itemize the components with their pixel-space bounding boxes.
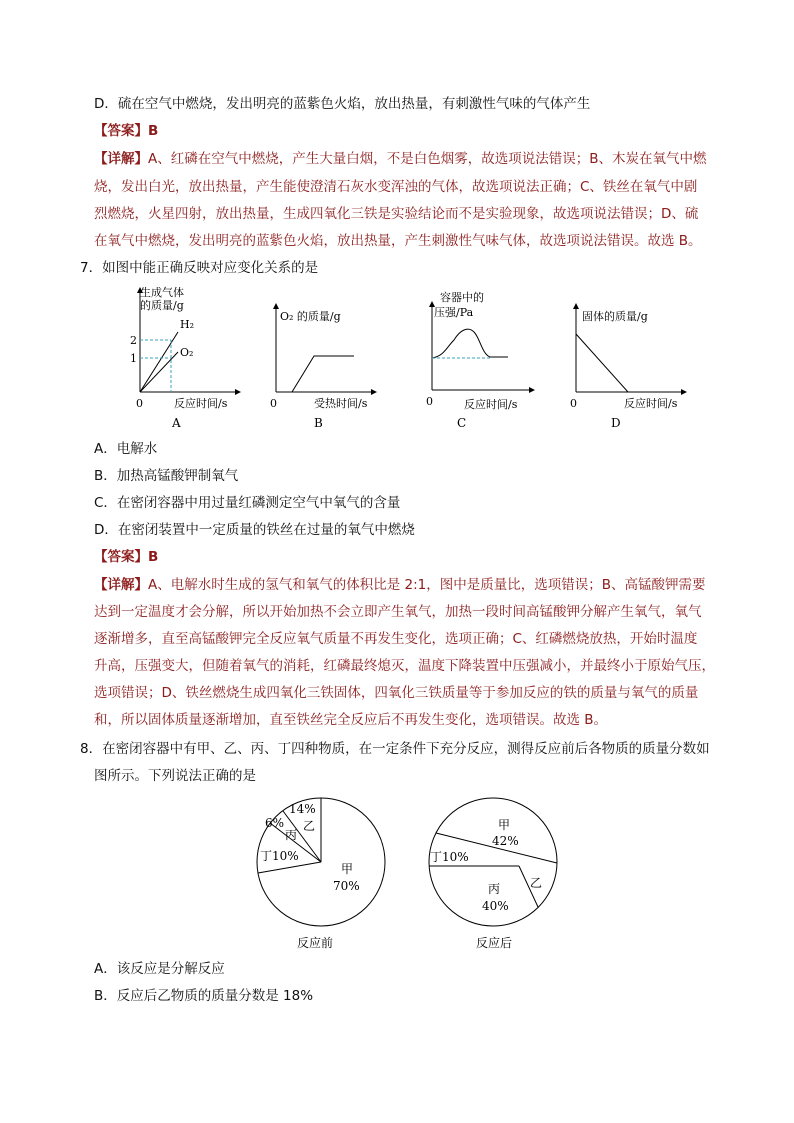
graph-d-ylabel: 固体的质量/g: [582, 310, 648, 323]
graph-d-xlabel: 反应时间/s: [624, 397, 678, 410]
q6-answer-value: B: [148, 123, 159, 139]
pie-after-bing-pct: 40%: [482, 899, 509, 913]
graph-c-origin: 0: [426, 395, 433, 408]
graph-a-svg: [120, 282, 250, 432]
graph-c-curve: [432, 329, 508, 358]
graph-b-curve: [292, 356, 354, 392]
q7-stem: 7．如图中能正确反映对应变化关系的是: [80, 260, 319, 276]
graph-a-origin: 0: [136, 397, 143, 410]
q6-detail-line-2: 烧，发出白光，放出热量，产生能使澄清石灰水变浑浊的气体，故选项说法正确；C、铁丝在氧气中剧: [94, 179, 698, 195]
q7-answer-label: 【答案】: [94, 549, 148, 565]
q7-detail-line-2: 达到一定温度才会分解，所以开始加热不会立即产生氧气，加热一段时间高锰酸钾分解产生氧气，氧气: [94, 604, 702, 620]
q6-detail-line-3: 烈燃烧，火星四射，放出热量，生成四氧化三铁是实验结论而不是实验现象，故选项说法错误；D、硫: [94, 206, 699, 222]
graph-a-ylabel-1: 生成气体: [140, 286, 184, 299]
pie-before: [245, 795, 395, 955]
graph-b-ylabel: O₂ 的质量/g: [280, 310, 341, 323]
pie-before-jia: 甲: [341, 862, 354, 876]
q6-detail-line-1: [94, 150, 707, 168]
q6-option-d: D．硫在空气中燃烧，发出明亮的蓝紫色火焰，放出热量，有刺激性气味的气体产生: [94, 96, 591, 112]
graph-a-tick-2: 2: [130, 334, 137, 347]
pie-after-yi: 乙: [530, 876, 543, 890]
q8-stem-line-1: 8．在密闭容器中有甲、乙、丙、丁四种物质，在一定条件下充分反应，测得反应前后各物质的质量分数如: [80, 741, 710, 757]
q7-detail-line-5: 选项错误；D、铁丝燃烧生成四氧化三铁固体，四氧化三铁质量等于参加反应的铁的质量与氧气的质量: [94, 685, 699, 701]
q7-answer: [94, 548, 158, 566]
graph-b-caption: B: [314, 416, 323, 430]
pie-before-svg: [245, 795, 395, 955]
graph-a-xlabel: 反应时间/s: [174, 397, 228, 410]
pie-before-caption: 反应前: [297, 936, 334, 950]
pie-after-bing: 丙: [488, 882, 501, 896]
q7-detail-text: A、电解水时生成的氢气和氧气的体积比是 2:1，图中是质量比，选项错误；B、高锰酸钾需要: [148, 577, 706, 593]
graph-a-caption: A: [172, 416, 181, 430]
q8-stem-line-2: 图所示。下列说法正确的是: [94, 768, 256, 784]
pie-before-divider-1: [258, 862, 321, 873]
q8-option-b: B．反应后乙物质的质量分数是 18%: [94, 988, 314, 1004]
pie-after-caption: 反应后: [476, 936, 513, 950]
graph-c: [420, 290, 540, 432]
graph-d-line: [576, 334, 628, 392]
graph-a: [120, 282, 250, 432]
graph-d-caption: D: [611, 416, 621, 430]
pie-after-ding: 丁10%: [430, 850, 469, 864]
q7-option-d: D．在密闭装置中一定质量的铁丝在过量的氧气中燃烧: [94, 522, 415, 538]
graph-b: [262, 300, 382, 432]
pie-after-jia: 甲: [498, 818, 511, 832]
q6-detail-line-4: 在氧气中燃烧，发出明亮的蓝紫色火焰，放出热量，产生刺激性气味气体，故选项说法错误。故选 B。: [94, 233, 702, 249]
q6-detail-text: A、红磷在空气中燃烧，产生大量白烟，不是白色烟雾，故选项说法错误；B、木炭在氧气中燃: [148, 151, 707, 167]
pie-after-jia-pct: 42%: [492, 834, 519, 848]
pie-before-jia-pct: 70%: [333, 879, 360, 893]
q6-answer-label: 【答案】: [94, 123, 148, 139]
q7-detail-line-1: [94, 576, 706, 594]
graph-a-h2-label: H₂: [180, 318, 195, 331]
graph-c-xlabel: 反应时间/s: [464, 398, 518, 411]
graph-b-svg: [262, 300, 382, 432]
graph-a-h2-line: [140, 332, 178, 392]
graph-a-o2-label: O₂: [180, 346, 194, 359]
pie-after: [418, 795, 568, 955]
pie-before-yi-pct: 14%: [289, 802, 316, 816]
q7-answer-value: B: [148, 549, 159, 565]
graph-b-origin: 0: [270, 397, 277, 410]
graph-c-svg: [420, 290, 540, 432]
q7-detail-line-6: 和，所以固体质量逐渐增加，直至铁丝完全反应后不再发生变化，选项错误。故选 B。: [94, 712, 608, 728]
pie-before-yi: 乙: [303, 819, 316, 833]
graph-d: [566, 300, 690, 432]
q7-detail-label: 【详解】: [94, 577, 148, 593]
graph-a-tick-1: 1: [130, 352, 137, 365]
q6-detail-label: 【详解】: [94, 151, 148, 167]
graph-d-origin: 0: [570, 397, 577, 410]
pie-after-svg: [418, 795, 568, 955]
q7-option-c: C．在密闭容器中用过量红磷测定空气中氧气的含量: [94, 495, 401, 511]
graph-a-ylabel-2: 的质量/g: [140, 299, 184, 312]
graph-c-caption: C: [457, 416, 467, 430]
pie-before-bing-pct: 6%: [265, 816, 285, 830]
q8-option-a: A．该反应是分解反应: [94, 961, 225, 977]
graph-c-ylabel-1: 容器中的: [440, 291, 484, 304]
pie-before-bing: 丙: [285, 828, 298, 842]
graph-b-xlabel: 受热时间/s: [314, 397, 368, 410]
q6-answer: [94, 122, 158, 140]
q7-detail-line-4: 升高，压强变大，但随着氧气的消耗，红磷最终熄灭，温度下降装置中压强减小，并最终小于原始气压，: [94, 658, 715, 674]
q7-option-a: A．电解水: [94, 441, 158, 457]
pie-before-ding: 丁10%: [260, 849, 299, 863]
q7-option-b: B．加热高锰酸钾制氧气: [94, 468, 239, 484]
graph-c-ylabel-2: 压强/Pa: [434, 306, 474, 319]
graph-d-svg: [566, 300, 690, 432]
q7-detail-line-3: 逐渐增多，直至高锰酸钾完全反应氧气质量不再发生变化，选项正确；C、红磷燃烧放热，开始时温度: [94, 631, 698, 647]
